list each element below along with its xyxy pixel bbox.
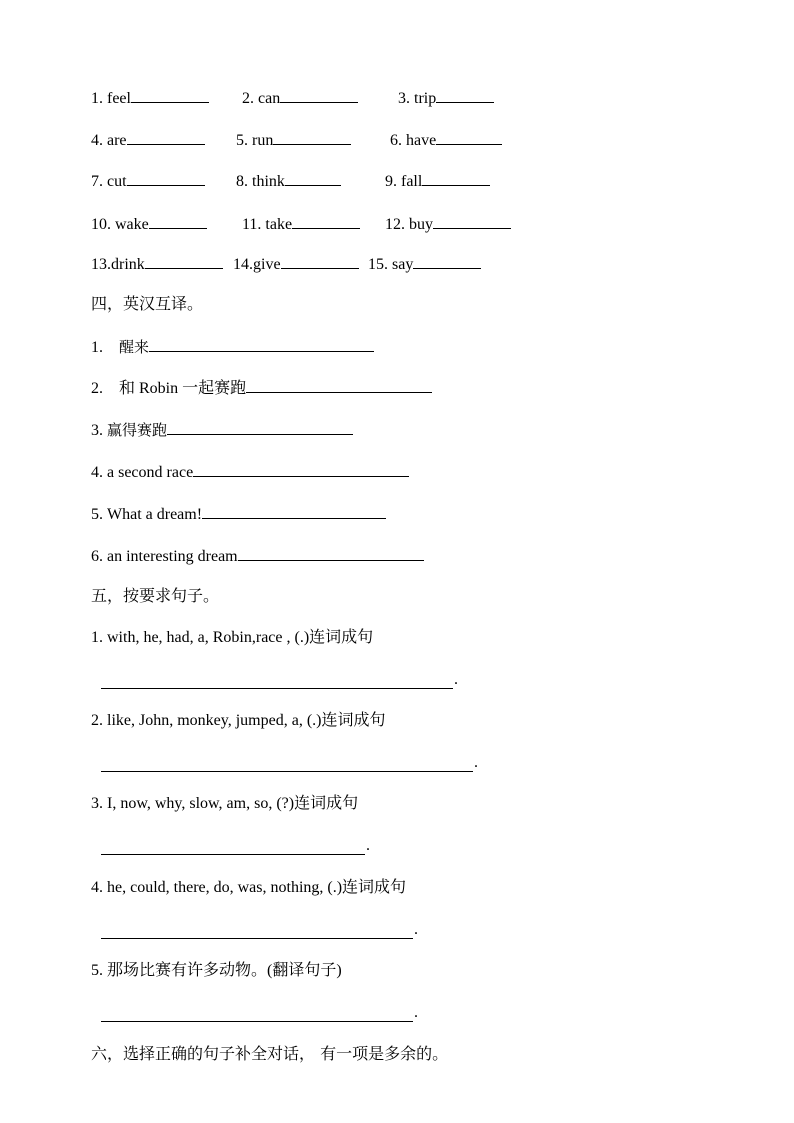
verb-label: 8. think	[236, 173, 285, 190]
answer-line[interactable]	[101, 938, 413, 939]
item-number: 1.	[91, 339, 103, 356]
answer-blank[interactable]	[281, 254, 359, 269]
answer-blank[interactable]	[238, 546, 424, 561]
answer-blank[interactable]	[127, 171, 205, 186]
item-prompt: What a dream!	[107, 506, 203, 523]
translate-item-3	[91, 420, 353, 441]
sentence-item-1-prompt: 1. with, he, had, a, Robin,race , (.)连词成句	[91, 629, 374, 646]
verb-item-6	[390, 130, 502, 151]
answer-blank[interactable]	[422, 171, 490, 186]
item-number: 4.	[91, 464, 103, 481]
answer-blank[interactable]	[280, 88, 358, 103]
verb-item-11	[242, 214, 360, 235]
sentence-item-5-prompt: 5. 那场比赛有许多动物。(翻译句子)	[91, 962, 342, 979]
verb-item-8	[236, 171, 341, 192]
answer-blank[interactable]	[145, 254, 223, 269]
item-number: 2.	[91, 380, 103, 397]
verb-item-4	[91, 130, 205, 151]
verb-item-12	[385, 214, 511, 235]
answer-blank[interactable]	[436, 88, 494, 103]
verb-item-3	[398, 88, 494, 109]
answer-blank[interactable]	[292, 214, 360, 229]
verb-label: 12. buy	[385, 216, 433, 233]
verb-label: 5. run	[236, 132, 274, 149]
answer-blank[interactable]	[149, 214, 207, 229]
section-6-heading: 六，选择正确的句子补全对话， 有一项是多余的。	[91, 1044, 449, 1063]
item-number: 6.	[91, 548, 103, 565]
answer-blank[interactable]	[127, 130, 205, 145]
translate-item-5	[91, 504, 386, 525]
verb-item-2	[242, 88, 358, 109]
answer-line[interactable]	[101, 854, 365, 855]
verb-label: 2. can	[242, 90, 281, 107]
answer-blank[interactable]	[193, 462, 409, 477]
answer-blank[interactable]	[131, 88, 209, 103]
verb-item-10	[91, 214, 207, 235]
item-number: 3.	[91, 422, 103, 439]
translate-item-2	[91, 378, 432, 399]
verb-item-13	[91, 254, 223, 275]
verb-label: 1. feel	[91, 90, 131, 107]
verb-label: 3. trip	[398, 90, 437, 107]
translate-item-4	[91, 462, 409, 483]
verb-label: 6. have	[390, 132, 437, 149]
translate-item-1	[91, 337, 374, 358]
translate-item-6	[91, 546, 424, 567]
item-number: 5.	[91, 506, 103, 523]
answer-blank[interactable]	[273, 130, 351, 145]
sentence-end-mark: .	[474, 754, 478, 771]
answer-line[interactable]	[101, 771, 473, 772]
verb-label: 15. say	[368, 256, 414, 273]
verb-label: 10. wake	[91, 216, 149, 233]
verb-item-15	[368, 254, 481, 275]
answer-blank[interactable]	[202, 504, 386, 519]
sentence-item-2-prompt: 2. like, John, monkey, jumped, a, (.)连词成句	[91, 712, 386, 729]
item-prompt: an interesting dream	[107, 548, 238, 565]
sentence-end-mark: .	[414, 1004, 418, 1021]
answer-blank[interactable]	[436, 130, 502, 145]
sentence-end-mark: .	[414, 921, 418, 938]
section-5-heading: 五，按要求句子。	[91, 586, 220, 605]
item-prompt: 赢得赛跑	[107, 421, 168, 439]
sentence-item-4-prompt: 4. he, could, there, do, was, nothing, (.)连词成句	[91, 879, 407, 896]
sentence-end-mark: .	[366, 837, 370, 854]
answer-blank[interactable]	[246, 378, 432, 393]
item-prompt: a second race	[107, 464, 194, 481]
verb-label: 11. take	[242, 216, 293, 233]
verb-item-7	[91, 171, 205, 192]
sentence-item-3-prompt: 3. I, now, why, slow, am, so, (?)连词成句	[91, 795, 359, 812]
verb-item-14	[233, 254, 359, 275]
answer-blank[interactable]	[167, 420, 353, 435]
section-4-heading: 四，英汉互译。	[91, 294, 204, 313]
answer-blank[interactable]	[149, 337, 374, 352]
answer-blank[interactable]	[413, 254, 481, 269]
verb-label: 13.drink	[91, 256, 145, 273]
verb-label: 4. are	[91, 132, 127, 149]
verb-item-1	[91, 88, 209, 109]
verb-item-5	[236, 130, 351, 151]
item-prompt: 醒来	[119, 338, 150, 356]
verb-label: 9. fall	[385, 173, 423, 190]
verb-item-9	[385, 171, 490, 192]
sentence-end-mark: .	[454, 671, 458, 688]
answer-blank[interactable]	[433, 214, 511, 229]
verb-label: 7. cut	[91, 173, 127, 190]
answer-line[interactable]	[101, 688, 453, 689]
answer-line[interactable]	[101, 1021, 413, 1022]
item-prompt: 和 Robin 一起赛跑	[119, 380, 247, 397]
answer-blank[interactable]	[285, 171, 341, 186]
verb-label: 14.give	[233, 256, 281, 273]
